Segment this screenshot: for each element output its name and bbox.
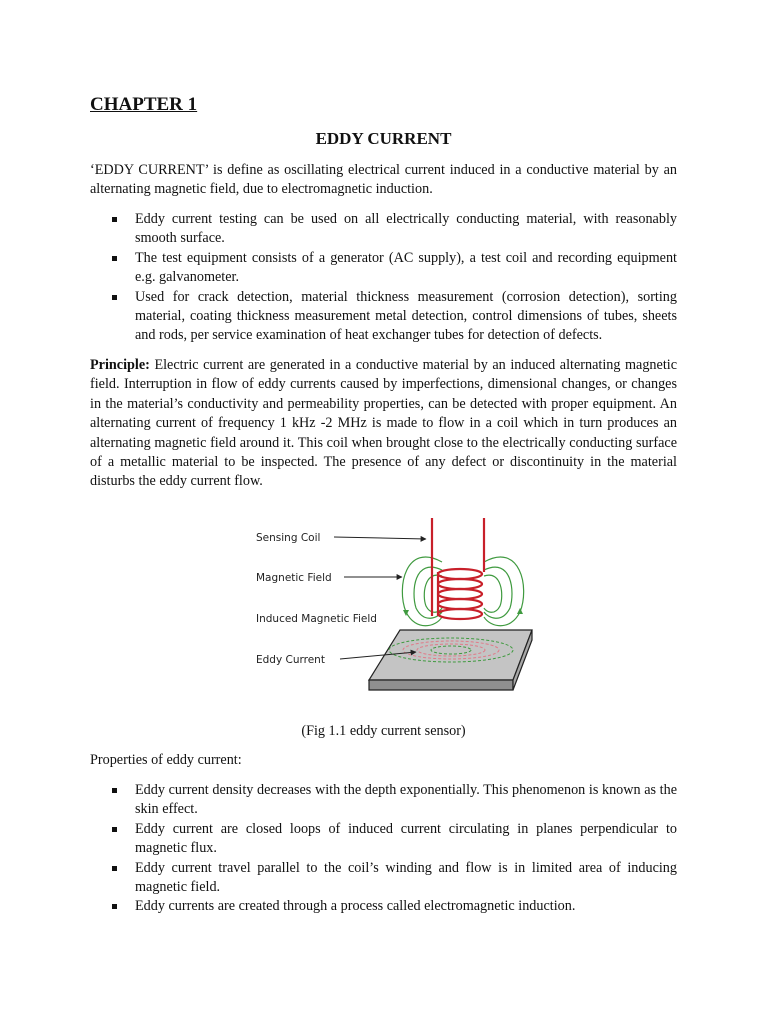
intro-paragraph: ‘EDDY CURRENT’ is define as oscillating electrical current induced in a conductive material by an alternating magnetic field, due to electromagnetic induction. — [90, 162, 677, 198]
bullet-marker — [112, 904, 117, 909]
bullet-marker — [112, 295, 117, 300]
bullet-marker — [112, 217, 117, 222]
bullet-marker — [112, 788, 117, 793]
list-item: Eddy current testing can be used on all electrically conducting material, with reasonably smooth surface. — [90, 210, 677, 249]
label-eddy-current: Eddy Current — [256, 654, 325, 666]
principle-label: Principle: — [90, 357, 150, 373]
label-sensing-coil: Sensing Coil — [256, 532, 321, 544]
bullet-marker — [112, 827, 117, 832]
eddy-current-sensor-figure — [256, 512, 556, 702]
conductive-plate — [369, 630, 532, 690]
bullet-marker — [112, 866, 117, 871]
properties-heading: Properties of eddy current: — [90, 752, 242, 768]
list-item: Eddy current are closed loops of induced current circulating in planes perpendicular to magnetic flux. — [90, 820, 677, 859]
sensor-diagram-svg — [256, 512, 556, 702]
chapter-heading: CHAPTER 1 — [90, 94, 198, 115]
intro-bullet-list — [90, 210, 677, 346]
figure-caption: (Fig 1.1 eddy current sensor) — [301, 723, 466, 739]
principle-paragraph — [90, 356, 677, 492]
list-item: Eddy currents are created through a process called electromagnetic induction. — [90, 897, 677, 916]
list-item: Used for crack detection, material thickness measurement (corrosion detection), sorting material, coating thickness measurement metal detection, control dimensions of tubes, sheets and rods, per service examination of heat exchanger tubes for detection of defects. — [90, 288, 677, 346]
label-induced-magnetic-field: Induced Magnetic Field — [256, 613, 377, 625]
list-item: Eddy current travel parallel to the coil’s winding and flow is in limited area of inducing magnetic field. — [90, 859, 677, 898]
label-magnetic-field: Magnetic Field — [256, 572, 332, 584]
magnetic-field-lines — [402, 557, 523, 626]
properties-bullet-list — [90, 781, 677, 917]
principle-text: Electric current are generated in a conductive material by an induced alternating magnetic field. Interruption in flow of eddy currents caused by imperfections, dimensional changes, or changes in the material’s conductivity and permeability properties, can be detected with proper equipment. An alternating current of frequency 1 kHz -2 MHz is made to flow in a coil which in turn produces an alternating magnetic field around it. This coil when brought close to the electrically conducting surface of a metallic material to be inspected. The presence of any defect or discontinuity in the material disturbs the eddy current flow. — [90, 357, 677, 490]
bullet-marker — [112, 256, 117, 261]
section-title: EDDY CURRENT — [315, 129, 452, 148]
list-item: Eddy current density decreases with the depth exponentially. This phenomenon is known as the skin effect. — [90, 781, 677, 820]
list-item: The test equipment consists of a generator (AC supply), a test coil and recording equipment e.g. galvanometer. — [90, 249, 677, 288]
